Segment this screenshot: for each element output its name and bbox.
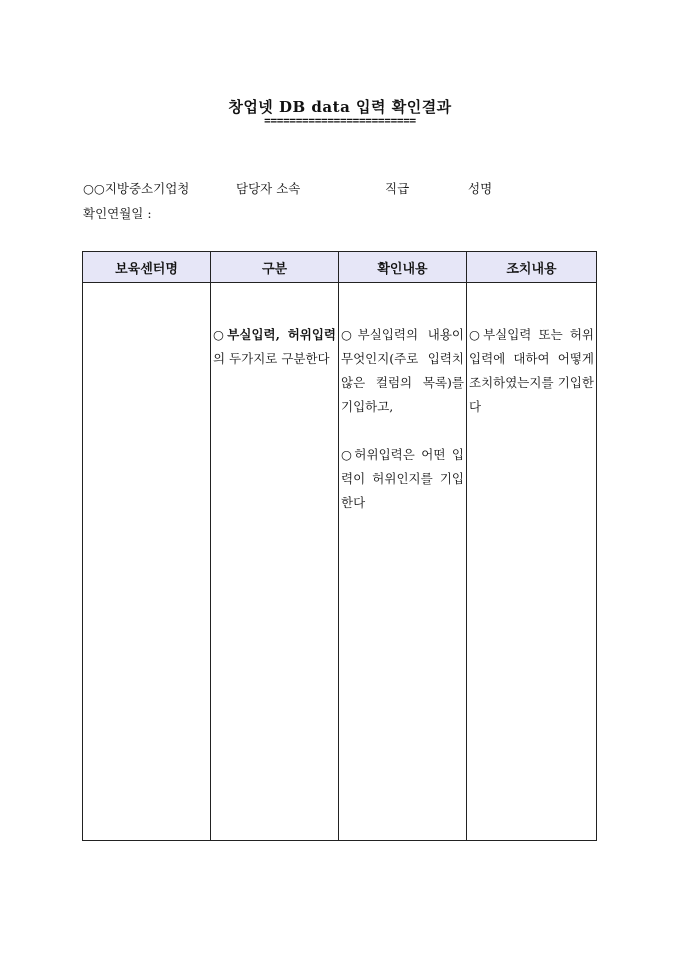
org-name: ○○지방중소기업청 — [83, 181, 190, 196]
name-label: 성명 — [468, 181, 493, 196]
date-label: 확인연월일 : — [83, 206, 152, 221]
header-center-name: 보육센터명 — [83, 252, 211, 283]
header-action-content: 조치내용 — [467, 252, 597, 283]
category-bold-text: ○부실입력, 허위입력 — [213, 327, 336, 342]
cell-category — [211, 283, 339, 841]
header-category: 구분 — [211, 252, 339, 283]
header-check-content: 확인내용 — [339, 252, 467, 283]
table-header-row — [83, 252, 597, 283]
check-paragraph-2: ○허위입력은 어떤 입력이 허위인지를 기입한다 — [341, 447, 464, 510]
result-table — [82, 251, 597, 841]
dept-label: 담당자 소속 — [236, 181, 301, 196]
document-title: 창업넷 DB data 입력 확인결과 — [228, 98, 452, 116]
cell-action-content — [467, 283, 597, 841]
action-text: ○부실입력 또는 허위입력에 대하여 어떻게 조치하였는지를 기입한다 — [469, 327, 594, 414]
rank-label: 직급 — [385, 181, 410, 196]
table-row — [83, 283, 597, 841]
check-paragraph-1: ○부실입력의 내용이 무엇인지(주로 입력치 않은 컬럼의 목록)를 기입하고, — [341, 327, 464, 414]
category-text: 의 두가지로 구분한다 — [213, 351, 330, 366]
cell-check-content — [339, 283, 467, 841]
cell-center-name — [83, 283, 211, 841]
title-underline: ======================== — [264, 114, 416, 127]
